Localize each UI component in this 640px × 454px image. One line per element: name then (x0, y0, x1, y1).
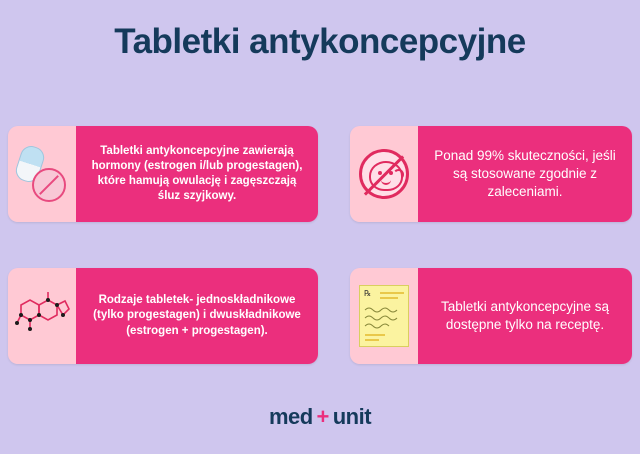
no-baby-icon-graphic (359, 149, 409, 199)
prescription-icon (350, 268, 418, 364)
info-card-pill-text: Tabletki antykoncepcyjne zawierają hormony (estrogen i/lub progestagen), które hamują owulację i zagęszczają śluz szyjkowy. (76, 126, 318, 222)
footer-logo (0, 404, 640, 430)
rx-symbol: ℞ (364, 289, 372, 298)
logo-cross-icon: + (316, 404, 329, 429)
info-card-pill (8, 126, 318, 222)
pill-icon (8, 126, 76, 222)
logo-text-left: med (268, 404, 313, 429)
info-card-prescription (350, 268, 632, 364)
steroid-structure-svg (13, 285, 71, 347)
info-card-prescription-text: Tabletki antykoncepcyjne są dostępne tylko na receptę. (418, 268, 632, 364)
tablet-shape (32, 168, 66, 202)
rx-scribble-lines (360, 286, 408, 346)
info-card-effectiveness-text: Ponad 99% skuteczności, jeśli są stosowane zgodnie z zaleceniami. (418, 126, 632, 222)
prescription-icon-graphic (359, 285, 409, 347)
page-title: Tabletki antykoncepcyjne (114, 22, 526, 61)
pill-icon-graphic (14, 144, 70, 204)
molecule-icon (8, 268, 76, 364)
info-card-effectiveness (350, 126, 632, 222)
info-card-types-text: Rodzaje tabletek- jednoskładnikowe (tylko progestagen) i dwuskładnikowe (estrogen + progestagen). (76, 268, 318, 364)
no-baby-icon (350, 126, 418, 222)
baby-hair-curl (393, 169, 404, 180)
molecule-icon-graphic (13, 285, 71, 347)
info-card-types (8, 268, 318, 364)
logo-text-right: unit (332, 404, 372, 429)
